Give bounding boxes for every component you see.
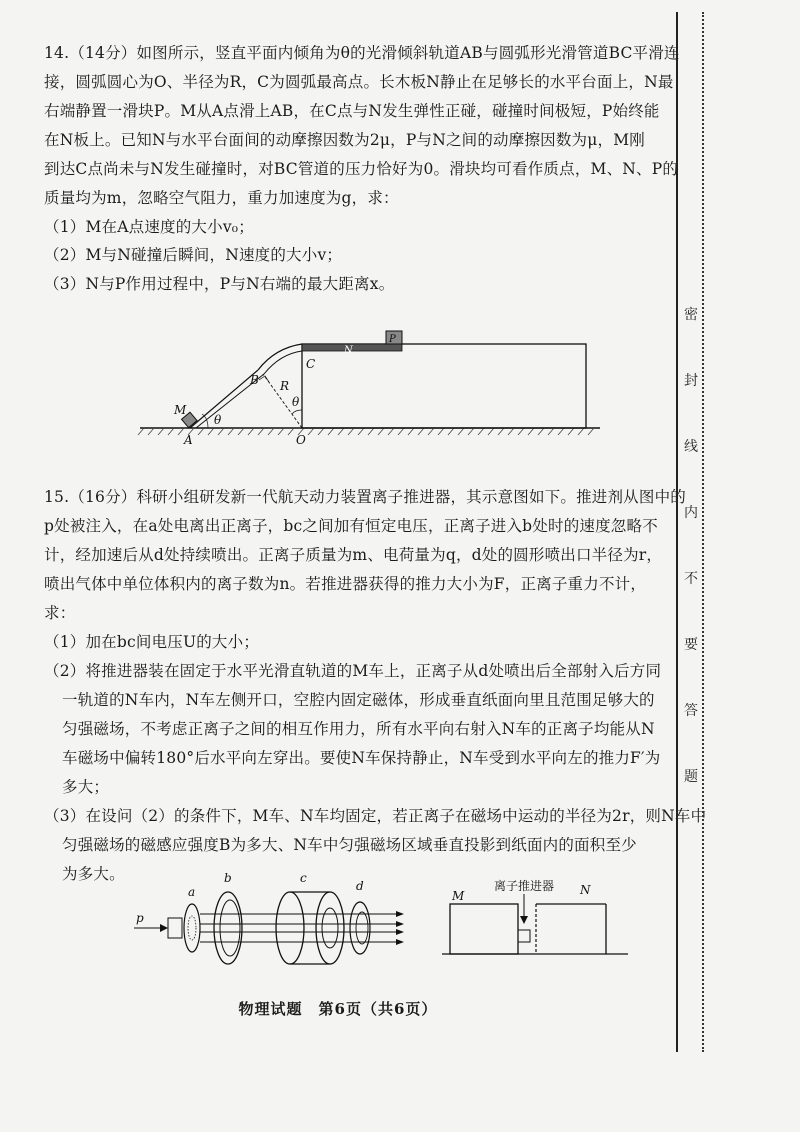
q14-line: 右端静置一滑块P。M从A点滑上AB，在C点与N发生弹性正碰，碰撞时间极短，P始终能 [44,102,660,120]
label-p-inlet: p [136,911,144,925]
label-car-n: N [580,883,591,897]
label-n: N [344,345,353,356]
q15-sub3: （3）在设问（2）的条件下，M车、N车均固定，若正离子在磁场中运动的半径为2r，则N车中 [44,807,707,825]
label-o: O [296,433,306,447]
label-thruster: 离子推进器 [494,879,555,893]
seal-char: 内 [684,505,698,521]
label-d-ring: d [356,879,364,893]
seal-char: 封 [684,373,698,389]
q14-sub2: （2）M与N碰撞后瞬间，N速度的大小v； [44,246,343,264]
q14-sub1: （1）M在A点速度的大小v₀； [44,218,254,236]
binding-dotted-line [702,12,704,1052]
q15-line: 计，经加速后从d处持续喷出。正离子质量为m、电荷量为q，d处的圆形喷出口半径为r， [44,546,663,564]
q15-line: 求： [44,604,76,622]
label-car-m: M [452,889,465,903]
q15-line: p处被注入，在a处电离出正离子，bc之间加有恒定电压，正离子进入b处时的速度忽略不 [44,517,658,535]
seal-char: 线 [684,439,698,455]
q15-line: 喷出气体中单位体积内的离子数为n。若推进器获得的推力大小为F，正离子重力不计， [44,575,647,593]
q14-line: 14.（14分）如图所示，竖直平面内倾角为θ的光滑倾斜轨道AB与圆弧形光滑管道BC平滑连 [44,44,680,62]
seal-char: 要 [684,637,698,653]
q15-line: 匀强磁场的磁感应强度B为多大、N车中匀强磁场区域垂直投影到纸面内的面积至少 [62,836,637,854]
q14-line: 质量均为m，忽略空气阻力，重力加速度为g，求： [44,189,399,207]
q14-sub3: （3）N与P作用过程中，P与N右端的最大距离x。 [44,275,395,293]
q15-line: 车磁场中偏转180°后水平向左穿出。要使N车保持静止，N车受到水平向左的推力F′为 [62,749,661,767]
q14-line: 接，圆弧圆心为O、半径为R，C为圆弧最高点。长木板N静止在足够长的水平台面上，N最 [44,73,674,91]
q15-thruster-figure [120,868,420,978]
label-theta-a: θ [214,413,222,427]
q15-line: 为多大。 [62,865,125,883]
q15-line: 15.（16分）科研小组研发新一代航天动力装置离子推进器，其示意图如下。推进剂从图中的 [44,488,686,506]
label-b-ring: b [224,871,232,885]
label-c-cylinder: c [300,871,307,885]
label-a: A [184,433,193,447]
q14-line: 在N板上。已知N与水平台面间的动摩擦因数为2μ，P与N之间的动摩擦因数为μ，M刚 [44,131,645,149]
q15-line: 多大； [62,778,110,796]
q15-cars-figure [440,872,630,962]
q14-figure [130,318,610,448]
q15-line: 一轨道的N车内，N车左侧开口，空腔内固定磁体，形成垂直纸面向里且范围足够大的 [62,691,655,709]
seal-char: 题 [684,769,698,785]
seal-char: 答 [684,703,698,719]
label-p: P [389,334,396,345]
q15-sub2: （2）将推进器装在固定于水平光滑直轨道的M车上，正离子从d处喷出后全部射入后方同 [44,662,662,680]
seal-char: 密 [684,307,698,323]
q14-line: 到达C点尚未与N发生碰撞时，对BC管道的压力恰好为0。滑块均可看作质点，M、N、P的 [44,160,679,178]
label-a-ring: a [188,885,196,899]
label-c: C [306,357,316,371]
label-b: B [250,373,259,387]
label-m: M [174,403,187,417]
label-theta-o: θ [292,395,300,409]
seal-char: 不 [684,571,698,587]
q15-line: 匀强磁场，不考虑正离子之间的相互作用力，所有水平向右射入N车的正离子均能从N [62,720,655,738]
q15-sub1: （1）加在bc间电压U的大小； [44,633,260,651]
page-footer: 物理试题 第6页（共6页） [238,1000,438,1018]
label-r: R [280,379,290,393]
binding-line [676,12,678,1052]
